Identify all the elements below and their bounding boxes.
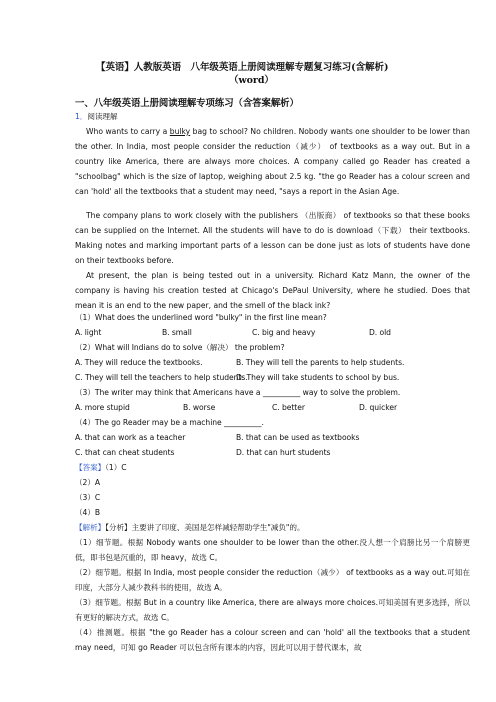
analysis-item: （2）细节题。根据 In India, most people consider the reduction（减少） of textbooks as a way out.可知在印度，大部分人减少教科书的使用，故选 A。 bbox=[75, 568, 470, 592]
analysis-label: 【解析】 bbox=[75, 523, 106, 532]
analysis-line bbox=[75, 523, 304, 533]
answer-item: （1）C bbox=[105, 463, 127, 472]
question-stem: （3）The writer may think that Americans have a __________ way to solve the problem. bbox=[75, 388, 401, 397]
section-heading: 一、八年级英语上册阅读理解专项练习（含答案解析） bbox=[75, 98, 299, 109]
question-type: 阅读理解 bbox=[87, 112, 118, 121]
question-number: 1． bbox=[75, 112, 88, 121]
question-number-line bbox=[75, 112, 118, 122]
option: D. quicker bbox=[359, 403, 398, 412]
option: A. light bbox=[75, 328, 102, 337]
analysis-intro: 【分析】主要讲了印度、美国是怎样减轻帮助学生"减负"的。 bbox=[105, 523, 305, 532]
analysis-item: （4）推测题。根据 "the go Reader has a colour screen and can 'hold' all the textbooks that a student may need，可知 go Reader 可以包含所有课本的内容，因此可以用于替代课本，故 bbox=[75, 628, 470, 652]
option: C. better bbox=[272, 403, 305, 412]
option: C. that can cheat students bbox=[75, 448, 175, 457]
passage-text: bag to school? No children. Nobody wants one shoulder to be lower than the other. In India, most people consider the reduction（减少） of textbooks as a way out. But in a country like America, there are always more choices. A company called go Reader has created a "schoolbag" which is the size of laptop, weighing about 2.5 kg. "the go Reader has a colour screen and can 'hold' all the textbooks that a student may need, "says a report in the Asian Age. bbox=[75, 127, 470, 196]
option: B. worse bbox=[183, 403, 216, 412]
passage-text: Who wants to carry a bbox=[86, 127, 170, 136]
option: A. more stupid bbox=[75, 403, 130, 412]
question-stem: （2）What will Indians do to solve（解决） the problem? bbox=[75, 343, 285, 352]
answer-item: （3）C bbox=[75, 493, 101, 502]
option: B. that can be used as textbooks bbox=[236, 433, 360, 442]
passage-paragraph-1 bbox=[75, 124, 470, 199]
option: D. old bbox=[369, 328, 391, 337]
analysis-item: （3）细节题。根据 But in a country like America, there are always more choices.可知美国有更多选择，所以有更好的解决方式，故选 C。 bbox=[75, 598, 470, 622]
option: B. They will tell the parents to help students. bbox=[236, 358, 405, 367]
passage-paragraph-3: At present, the plan is being tested out in a university. Richard Katz Mann, the owner of the company is having his creation tested at Chicago's DePaul University, where he studied. Does that mean it is an end to the new paper, and the smell of the black ink? bbox=[75, 271, 470, 310]
answer-item: （2）A bbox=[75, 478, 101, 487]
option: A. They will reduce the textbooks. bbox=[75, 358, 203, 367]
doc-title-line2: （word） bbox=[229, 75, 274, 86]
passage-paragraph-2: The company plans to work closely with the publishers （出版商） of textbooks so that these books can be supplied on the Internet. All the students will have to do is download（下载） their textbooks. Making notes and marking important parts of a lesson can be done just as lots of students have done on their textbooks before. bbox=[75, 211, 470, 265]
analysis-item: （1）细节题。根据 Nobody wants one shoulder to be lower than the other.没人想一个肩膀比另一个肩膀更低，即书包是沉重的，即 heavy，故选 C。 bbox=[75, 538, 470, 562]
doc-title-line1: 【英语】人教版英语 八年级英语上册阅读理解专题复习练习(含解析) bbox=[96, 62, 389, 73]
option: D. They will take students to school by bus. bbox=[236, 373, 400, 382]
answer-label: 【答案】 bbox=[75, 463, 106, 472]
option: A. that can work as a teacher bbox=[75, 433, 186, 442]
answer-item: （4）B bbox=[75, 508, 101, 517]
option: C. They will tell the teachers to help students. bbox=[75, 373, 248, 382]
question-stem: （4）The go Reader may be a machine __________. bbox=[75, 418, 264, 427]
underlined-word: bulky bbox=[169, 127, 191, 136]
option: D. that can hurt students bbox=[236, 448, 331, 457]
option: C. big and heavy bbox=[252, 328, 316, 337]
question-stem: （1）What does the underlined word "bulky" in the first line mean? bbox=[75, 313, 327, 322]
answer-line bbox=[75, 463, 127, 473]
option: B. small bbox=[162, 328, 192, 337]
